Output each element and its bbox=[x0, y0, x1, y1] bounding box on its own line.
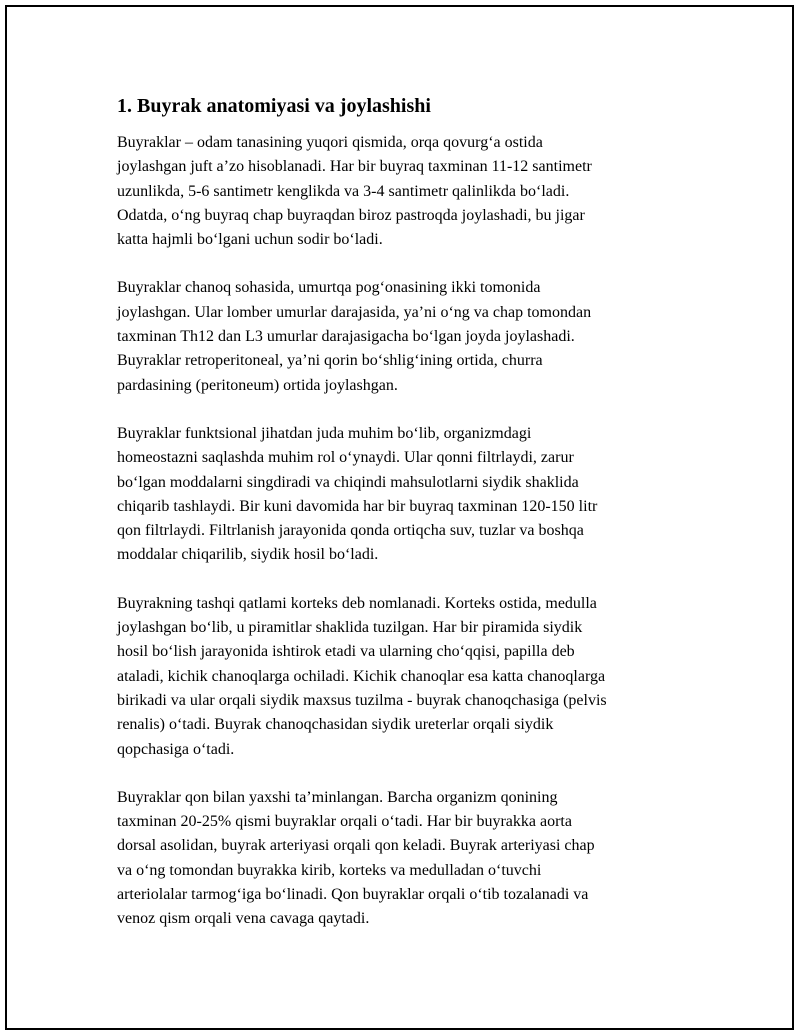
text-line: taxminan Th12 dan L3 umurlar darajasigacha bo‘lgan joyda joylashadi. bbox=[117, 328, 575, 346]
paragraph-kidney-blood-supply bbox=[117, 786, 687, 932]
text-line: qon filtrlaydi. Filtrlanish jarayonida qonda ortiqcha suv, tuzlar va boshqa bbox=[117, 522, 584, 540]
text-line: katta hajmli bo‘lgani uchun sodir bo‘ladi. bbox=[117, 231, 383, 249]
text-line: birikadi va ular orqali siydik maxsus tuzilma - buyrak chanoqchasiga (pelvis bbox=[117, 691, 607, 709]
text-line: Buyraklar – odam tanasining yuqori qismida, orqa qovurg‘a ostida bbox=[117, 134, 543, 151]
text-line: hosil bo‘lish jarayonida ishtirok etadi va ularning cho‘qqisi, papilla deb bbox=[117, 643, 575, 661]
text-line: joylashgan. Ular lomber umurlar darajasida, ya’ni o‘ng va chap tomondan bbox=[117, 303, 592, 321]
text-line: joylashgan juft a’zo hisoblanadi. Har bir buyraq taxminan 11-12 santimetr bbox=[117, 158, 592, 176]
text-line: joylashgan bo‘lib, u piramitlar shaklida tuzilgan. Har bir piramida siydik bbox=[117, 619, 583, 637]
text-line: homeostazni saqlashda muhim rol o‘ynaydi. Ular qonni filtrlaydi, zarur bbox=[117, 449, 574, 467]
text-line: chiqarib tashlaydi. Bir kuni davomida har bir buyraq taxminan 120-150 litr bbox=[117, 497, 598, 515]
paragraph-kidney-location bbox=[117, 131, 687, 252]
text-line: venoz qism orqali vena cavaga qaytadi. bbox=[117, 910, 370, 928]
text-line: uzunlikda, 5-6 santimetr kenglikda va 3-4 santimetr qalinlikda bo‘ladi. bbox=[117, 182, 570, 200]
text-line: Buyraklar qon bilan yaxshi ta’minlangan. Barcha organizm qonining bbox=[117, 788, 558, 806]
text-line: Buyraklar chanoq sohasida, umurtqa pog‘onasining ikki tomonida bbox=[117, 279, 541, 297]
paragraph-kidney-position bbox=[117, 276, 687, 397]
text-line: dorsal asolidan, buyrak arteriyasi orqali qon keladi. Buyrak arteriyasi chap bbox=[117, 837, 595, 855]
paragraph-kidney-function bbox=[117, 422, 687, 568]
text-line: taxminan 20-25% qismi buyraklar orqali o‘tadi. Har bir buyrakka aorta bbox=[117, 813, 572, 831]
text-line: arteriolalar tarmog‘iga bo‘linadi. Qon buyraklar orqali o‘tib tozalanadi va bbox=[117, 886, 589, 904]
text-line: Buyraklar funktsional jihatdan juda muhim bo‘lib, organizmdagi bbox=[117, 424, 532, 442]
text-line: Odatda, o‘ng buyraq chap buyraqdan biroz pastroqda joylashadi, bu jigar bbox=[117, 206, 585, 224]
text-line: renalis) o‘tadi. Buyrak chanoqchasidan siydik ureterlar orqali siydik bbox=[117, 716, 554, 734]
text-line: Buyrakning tashqi qatlami korteks deb nomlanadi. Korteks ostida, medulla bbox=[117, 594, 597, 612]
text-line: qopchasiga o‘tadi. bbox=[117, 740, 235, 758]
text-line: Buyraklar retroperitoneal, ya’ni qorin bo‘shlig‘ining ortida, churra bbox=[117, 352, 543, 370]
text-line: moddalar chiqarilib, siydik hosil bo‘ladi. bbox=[117, 546, 379, 564]
document-body bbox=[117, 93, 687, 956]
text-line: pardasining (peritoneum) ortida joylashgan. bbox=[117, 376, 398, 394]
paragraph-kidney-structure bbox=[117, 592, 687, 762]
section-heading: 1. Buyrak anatomiyasi va joylashishi bbox=[117, 95, 431, 117]
text-line: ataladi, kichik chanoqlarga ochiladi. Kichik chanoqlar esa katta chanoqlarga bbox=[117, 667, 606, 685]
text-line: va o‘ng tomondan buyrakka kirib, korteks va medulladan o‘tuvchi bbox=[117, 861, 542, 879]
text-line: bo‘lgan moddalarni singdiradi va chiqindi mahsulotlarni siydik shaklida bbox=[117, 473, 579, 491]
